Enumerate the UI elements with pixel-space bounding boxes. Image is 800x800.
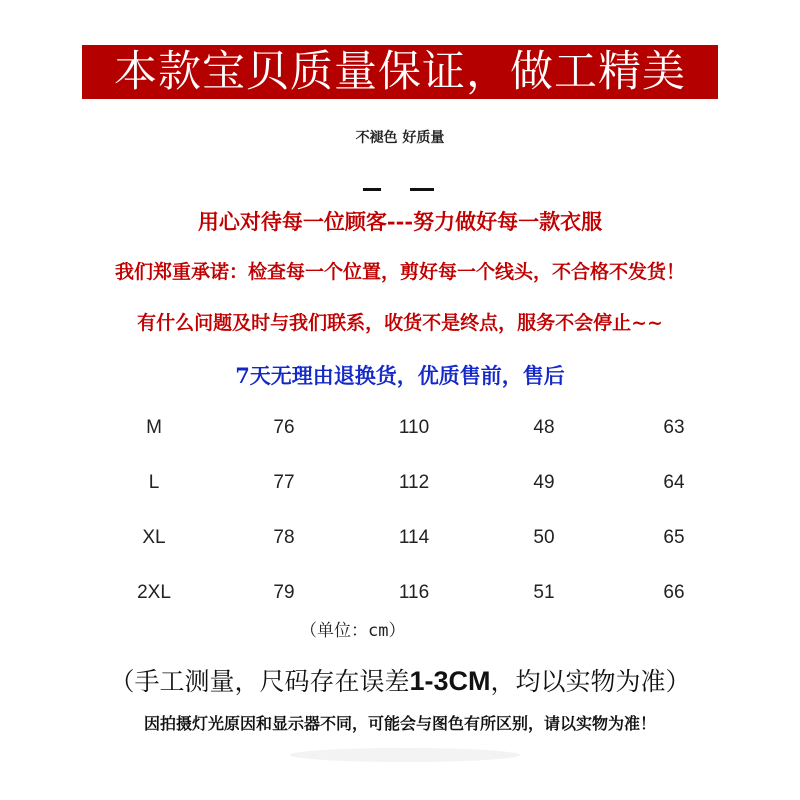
size-value: 76 [273,417,295,438]
size-label: M [146,417,162,438]
background-smudge [290,748,520,762]
header-banner: 本款宝贝质量保证，做工精美 [82,45,718,99]
unit-label: （单位：cm） [300,621,406,641]
size-row-xl [0,510,800,565]
decorative-dash [363,188,381,191]
size-label: L [148,472,160,493]
measurement-error-range: 1-3CM [409,666,491,696]
size-value: 112 [398,472,430,493]
size-value: 49 [533,472,555,493]
service-message: 用心对待每一位顾客---努力做好每一款衣服 [197,209,603,234]
decorative-dash [410,188,434,191]
size-label: XL [142,527,166,548]
size-row-l [0,455,800,510]
measurement-note [0,662,800,698]
promise-message: 我们郑重承诺：检查每一个位置，剪好每一个线头，不合格不发货！ [114,261,685,283]
measurement-note-suffix: ，均以实物为准） [490,667,691,696]
size-value: 77 [273,472,295,493]
measurement-note-prefix: （手工测量，尺码存在误差 [109,667,410,696]
size-value: 66 [663,582,685,603]
size-value: 79 [273,582,295,603]
size-value: 50 [533,527,555,548]
subtitle: 不褪色 好质量 [355,130,445,146]
size-value: 114 [398,527,430,548]
size-table [0,400,800,620]
color-disclaimer: 因拍摄灯光原因和显示器不同，可能会与图色有所区别，请以实物为准！ [143,714,656,733]
size-value: 63 [663,417,685,438]
size-value: 116 [398,582,430,603]
size-value: 48 [533,417,555,438]
size-value: 110 [398,417,430,438]
size-row-2xl [0,565,800,620]
size-value: 78 [273,527,295,548]
size-row-m [0,400,800,455]
contact-message: 有什么问题及时与我们联系，收货不是终点，服务不会停止~~ [137,312,663,334]
size-value: 51 [533,582,555,603]
size-value: 65 [663,527,685,548]
size-label: 2XL [137,582,171,603]
size-value: 64 [663,472,685,493]
return-policy-message: 7天无理由退换货，优质售前，售后 [235,363,565,388]
